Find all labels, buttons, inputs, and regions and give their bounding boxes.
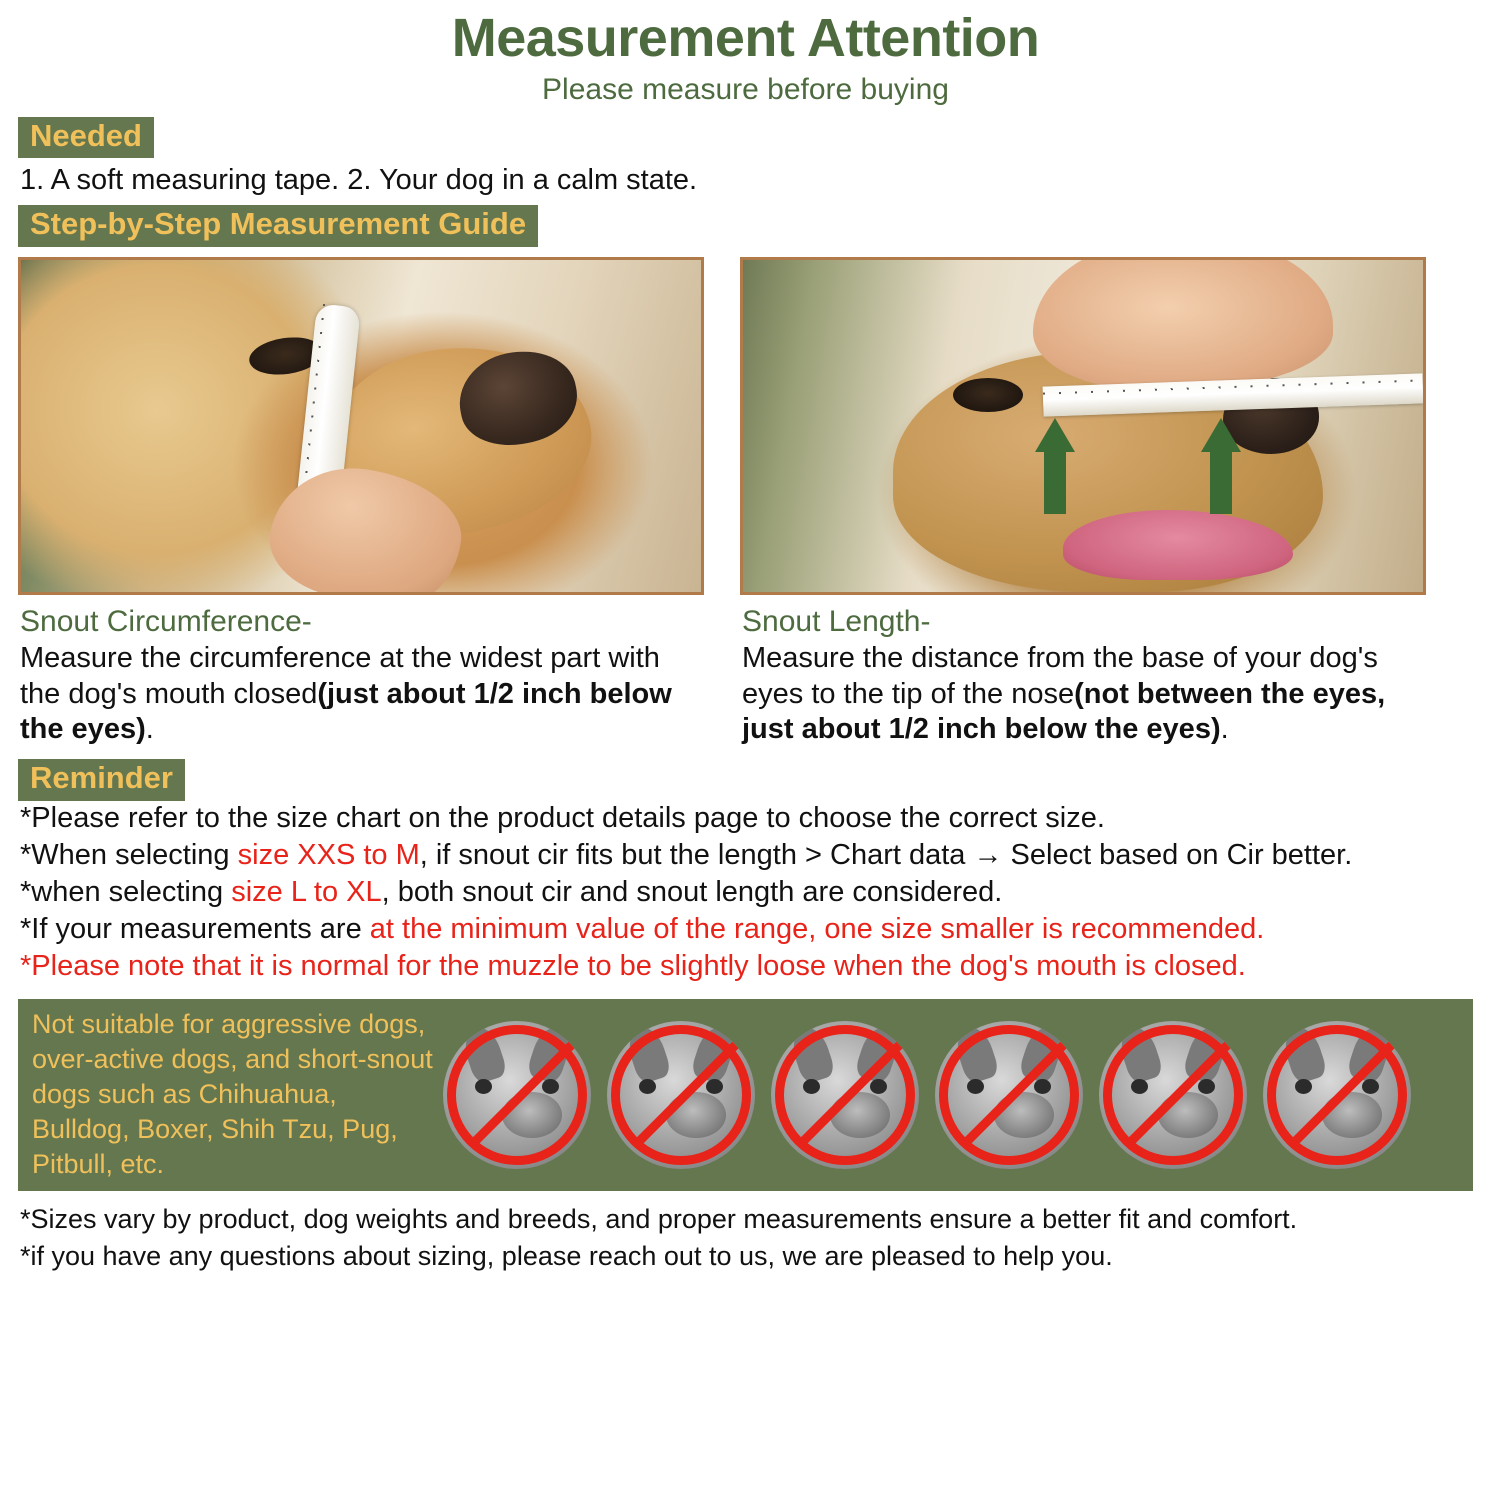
reminder-line: [20, 912, 1473, 948]
reminder-line: [20, 875, 1473, 911]
no-french-bulldog-icon: [771, 1021, 919, 1169]
no-yorkie-icon: [607, 1021, 755, 1169]
caption-title-length: Snout Length-: [742, 605, 931, 639]
reminder-text-part: *If your measurements are: [20, 912, 370, 945]
caption-title-circumference: Snout Circumference-: [20, 605, 312, 639]
prohibited-icon: [611, 1025, 751, 1165]
prohibited-icon: [1103, 1025, 1243, 1165]
page-title: Measurement Attention: [451, 8, 1040, 68]
guide-photo-row: [18, 257, 1473, 747]
up-arrow-icon: [1201, 418, 1241, 452]
reminder-line: [20, 838, 1473, 874]
guide-section-label: Step-by-Step Measurement Guide: [18, 205, 538, 247]
reminder-section: [18, 759, 1473, 984]
no-pitbull-icon: [1263, 1021, 1411, 1169]
prohibited-icon: [447, 1025, 587, 1165]
page-subtitle: Please measure before buying: [542, 72, 949, 106]
snout-circumference-photo: [18, 257, 704, 595]
no-boxer-icon: [935, 1021, 1083, 1169]
caption-bold-1: (not between the eyes, just about 1/2 inch below the eyes): [742, 677, 1386, 745]
footer-notes: [18, 1203, 1473, 1273]
caption-bold-1: (just about 1/2 inch below the eyes): [20, 677, 672, 745]
reminder-text-part: *Please refer to the size chart on the product details page to choose the correct size.: [20, 801, 1105, 834]
prohibited-icon: [775, 1025, 915, 1165]
caption-plain-2: .: [1220, 712, 1229, 745]
reminder-line: [20, 801, 1473, 837]
reminder-text-part: size XXS to M: [237, 838, 420, 871]
reminder-text-part: *Please note that it is normal for the muzzle to be slightly loose when the dog's mouth is closed.: [20, 949, 1246, 982]
caption-plain-2: .: [145, 712, 154, 745]
reminder-text-part: at the minimum value of the range, one size smaller is recommended.: [369, 912, 1265, 945]
reminder-text-part: *When selecting: [20, 838, 238, 871]
caption-body-length: [742, 641, 1426, 747]
caption-plain-1: Measure the distance from the base of your dog's eyes to the tip of the nose: [742, 642, 1378, 710]
guide-column-circumference: [18, 257, 704, 747]
prohibited-icon: [939, 1025, 1079, 1165]
caption-body-circumference: [20, 641, 704, 747]
reminder-text-part: , if snout cir fits but the length > Chart data → Select based on Cir better.: [419, 838, 1353, 871]
reminder-text-part: size L to XL: [231, 875, 382, 908]
unsuitable-dogs-text: Not suitable for aggressive dogs, over-active dogs, and short-snout dogs such as Chihuahua, Bulldog, Boxer, Shih Tzu, Pug, Pitbull, etc.: [32, 1009, 433, 1180]
reminder-section-label: Reminder: [18, 759, 185, 801]
reminder-lines: [18, 801, 1473, 985]
dog-eye-shape: [953, 378, 1023, 412]
caption-plain-1: Measure the circumference at the widest part with the dog's mouth closed: [20, 642, 660, 710]
needed-section-label: Needed: [18, 117, 154, 159]
footer-line-1: *Sizes vary by product, dog weights and breeds, and proper measurements ensure a better fit and comfort.: [20, 1203, 1298, 1234]
human-hand-shape: [1033, 257, 1333, 390]
no-pug-icon: [1099, 1021, 1247, 1169]
up-arrow-icon: [1035, 418, 1075, 452]
reminder-line: [20, 949, 1473, 985]
reminder-text-part: , both snout cir and snout length are considered.: [381, 875, 1003, 908]
unsuitable-dogs-icons: [443, 1021, 1411, 1169]
snout-length-photo: [740, 257, 1426, 595]
unsuitable-dogs-banner: [18, 999, 1473, 1191]
reminder-text-part: *when selecting: [20, 875, 232, 908]
no-chihuahua-icon: [443, 1021, 591, 1169]
prohibited-icon: [1267, 1025, 1407, 1165]
guide-column-length: [740, 257, 1426, 747]
footer-line-2: *if you have any questions about sizing, please reach out to us, we are pleased to help you.: [20, 1240, 1113, 1271]
needed-text: 1. A soft measuring tape. 2. Your dog in a calm state.: [20, 164, 698, 197]
